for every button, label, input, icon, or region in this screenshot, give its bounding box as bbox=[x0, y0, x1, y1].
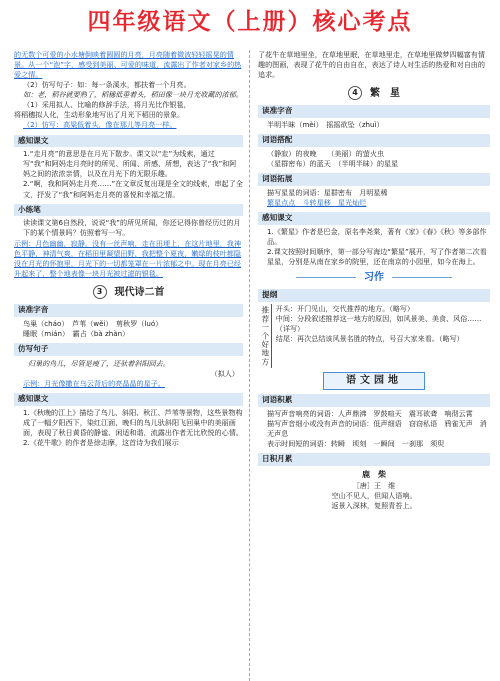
section-bar: 小练笔 bbox=[14, 204, 243, 217]
continuation-text: 了花牛在草地里坐，在草地里眠，在草地里走，在草地里做梦四幅富有情趣的图画，表现了花牛的自由自在，表达了诗人对生活的热爱和对自由的追求。 bbox=[258, 50, 485, 80]
lesson-number: 4 bbox=[348, 86, 362, 100]
vocab-line: 表示时间短的词语：转瞬 顷刻 一瞬间 一刹那 须臾 bbox=[267, 439, 445, 449]
outline-item: 中间：分段叙述推荐这一地方的原因，如风景美、美食、风俗……（详写） bbox=[275, 314, 482, 334]
q3b: （2）仿写：高粱低着头，像在那儿等月亮一样。 bbox=[23, 120, 177, 130]
left-column bbox=[14, 50, 250, 681]
imitation-type: （拟人） bbox=[210, 368, 239, 378]
right-column bbox=[250, 50, 490, 681]
pinyin-line: 鸟巢（cháo） 芦苇（wěi） 剪秋罗（luó） bbox=[23, 318, 163, 328]
intro-text: 的无数个可爱的小水塘倒映着圆圆的月亮，月亮随着微波轻轻摇晃的情景。从一个“泡”字，感受到美丽、可爱的味道，流露出了作者对家乡的热爱之情。 bbox=[14, 50, 242, 80]
poem-line: 返景入深林，复照青苔上。 bbox=[331, 500, 417, 510]
outline-diagram bbox=[258, 304, 490, 368]
writing-heading: 习作 bbox=[258, 271, 490, 285]
imitation-example: 示例：月光像撒在乌云背后的亮晶晶的星子。 bbox=[23, 378, 165, 388]
collocation-line: （星群密布）的蓝天 （半明半昧）的星星 bbox=[267, 159, 399, 169]
practice-prompt: 读读课文第6自然段，说说“我”的所见所闻，你还记得你曾经历过的月下的某个情景吗？仿照着写一写。 bbox=[23, 218, 241, 238]
q3a-1: （1）采用拟人、比喻的修辞手法，将月光比作银毯， bbox=[23, 100, 191, 110]
content-columns bbox=[14, 50, 492, 681]
imitation-source: 归巢的鸟儿，尽管是瘦了，还驮着斜阳回去。 bbox=[28, 358, 170, 368]
pinyin-line: 半明半昧（mèi） 摇摇欲坠（zhuì） bbox=[267, 120, 384, 130]
lesson-name: 现代诗二首 bbox=[114, 286, 165, 298]
vocab-line: 描写声音细小或没有声音的词语：低声细语 窃窃私语 鸦雀无声 消无声息 bbox=[267, 419, 487, 439]
page-title: 四年级语文（上册）核心考点 bbox=[87, 8, 413, 35]
section-bar: 词语搭配 bbox=[258, 134, 490, 147]
pinyin-line: 睡眠（mián） 霸占（bà zhàn） bbox=[23, 328, 130, 338]
section-bar: 提纲 bbox=[258, 289, 490, 302]
section-bar: 日积月累 bbox=[258, 453, 490, 466]
garden-heading: 语文园地 bbox=[258, 372, 490, 390]
q3a-2: 将稻穗拟人化，生动形象地写出了月光下稻田的景象。 bbox=[14, 110, 185, 120]
lesson-summary-2: 2.课文按照时间顺序，第一部分写海边“繁星”展开，写了作者第二次看星星，分别是从南在家乡的院里，还在南京的小园里，如今在海上。 bbox=[267, 246, 487, 266]
outline-body bbox=[276, 304, 490, 368]
poem-author: ［唐］王 维 bbox=[352, 480, 396, 490]
section-bar: 感知课文 bbox=[14, 135, 243, 148]
section-bar: 词语拓展 bbox=[258, 173, 490, 186]
poem-line: 空山不见人，但闻人语响。 bbox=[331, 490, 417, 500]
expansion-line: 描写星星的词语：星群密布 月明星稀 bbox=[267, 187, 388, 197]
q2b: 如：老，稻谷就要熟了，稻穗低垂着头，稻田像一块月光收藏的浓郁。 bbox=[23, 90, 243, 100]
lesson-number: 3 bbox=[93, 285, 107, 299]
q2a: （2）仿写句子：如：每一条溪水，都扶着一个月亮。 bbox=[23, 80, 191, 90]
outline-item: 开头：开门见山，交代推荐的地方。（略写） bbox=[275, 304, 415, 314]
lesson-summary-1: 1.《繁星》作者是巴金，原名李尧棠，著有《家》《春》《秋》等多部作品。 bbox=[267, 226, 487, 246]
outline-item: 结尾：再次总结该风景名胜的特点，号召大家来看。（略写） bbox=[275, 334, 464, 344]
expansion-line: 繁星点点 斗转星移 星光灿烂 bbox=[267, 197, 367, 207]
poem bbox=[258, 469, 490, 511]
lesson-summary-1: 1.《秋晚的江上》描绘了鸟儿、斜阳、秋江、芦苇等景物，这些景物构成了一幅夕阳西下，染红江面，晚归的鸟儿驮斜阳飞回巢中的美丽画面，表现了秋日黄昏的静谧、闲适和谐，流露出作者无比欣悦的心情。 bbox=[23, 407, 243, 437]
summary-2: 2.“啊，我和阿妈走月亮……”在文章反复出现是全文的线索，串起了全文，抒发了“我”和阿妈走月亮的喜悦和幸福之情。 bbox=[23, 179, 243, 199]
collocation-line: （静寂）的夜晚 （美丽）的萤火虫 bbox=[267, 149, 385, 158]
section-bar: 词语积累 bbox=[258, 394, 490, 407]
lesson-summary-2: 2.《花牛歌》的作者是徐志摩，这首诗为我们展示 bbox=[23, 437, 179, 447]
lesson-heading bbox=[258, 86, 490, 101]
summary-1: 1.“走月亮”的意思是在月光下散步。课文以“走”为线索，通过写“我”和阿妈走月亮时的所见、所闻、所感、所想，表达了“我”和阿妈之间的浓浓亲情，以及在月光下的无限乐趣。 bbox=[23, 149, 237, 179]
section-bar: 感知课文 bbox=[14, 393, 243, 406]
outline-topic: 推荐一个好地方 bbox=[258, 304, 272, 368]
practice-example: 示例：月色幽幽，寂静，没有一丝声响，走在田埂上，在这片地里，我神色平静，神清气爽，在稻田里凝望田野，我把整个夏夜，嫩绿的枝叶都隐没在月光的怀抱里，月光下的一切都笼罩在一片浓郁之中。现在月亮已经升起来了，整个地表像一块月光被过滤的银毯。 bbox=[14, 238, 241, 278]
vocab-line: 描写声音响亮的词语：人声鼎沸 罗鼓喧天 震耳欲聋 响彻云霄 bbox=[267, 409, 473, 419]
section-bar: 读准字音 bbox=[258, 105, 490, 118]
section-bar: 读准字音 bbox=[14, 304, 243, 317]
section-bar: 仿写句子 bbox=[14, 343, 243, 356]
poem-title: 鹿 柴 bbox=[362, 470, 386, 480]
lesson-name: 繁 星 bbox=[370, 88, 400, 100]
lesson-heading bbox=[14, 285, 243, 300]
section-bar: 感知课文 bbox=[258, 212, 490, 225]
